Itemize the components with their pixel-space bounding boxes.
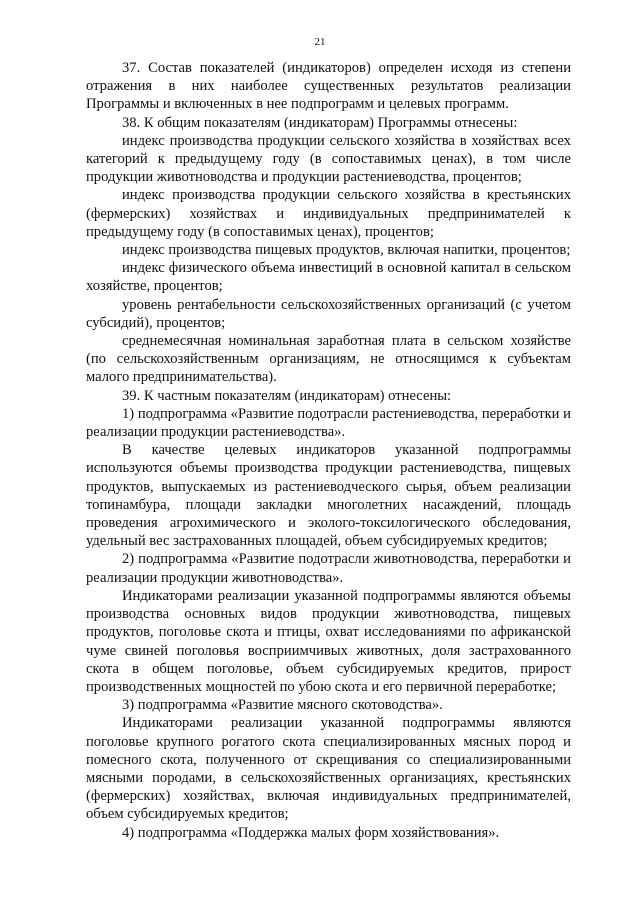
subprogram-2-title: 2) подпрограмма «Развитие подотрасли животноводства, переработки и реализации продукции животноводства». <box>86 551 571 586</box>
subprogram-3-title: 3) подпрограмма «Развитие мясного скотоводства». <box>122 697 443 714</box>
subprogram-3-indicators: Индикаторами реализации указанной подпрограммы являются поголовье крупного рогатого скота специализированных мясных пород и помесного скота, полученного от скрещивания со специализированными мясными породами, в сельскохозяйственных организациях, крестьянских (фермерских) хозяйствах, включая индивидуальных предпринимателей, объем субсидируемых кредитов; <box>86 715 571 823</box>
indicator-farm-production-index: индекс производства продукции сельского хозяйства в крестьянских (фермерских) хозяйствах и индивидуальных предпринимателей к предыдущему году (в сопоставимых ценах), процентов; <box>86 187 571 240</box>
indicator-food-production-index: индекс производства пищевых продуктов, включая напитки, процентов; <box>122 242 571 259</box>
subprogram-4-title: 4) подпрограмма «Поддержка малых форм хозяйствования». <box>122 824 500 841</box>
paragraph-37-composition: 37. Состав показателей (индикаторов) определен исходя из степени отражения в них наиболее существенных результатов реализации Программы и включенных в нее подпрограмм и целевых программ. <box>86 60 571 113</box>
page-number: 21 <box>314 36 326 48</box>
indicator-investment-index: индекс физического объема инвестиций в основной капитал в сельском хозяйстве, процентов; <box>86 260 571 295</box>
paragraph-39-private-indicators: 39. К частным показателям (индикаторам) отнесены: <box>122 387 452 404</box>
subprogram-1-indicators: В качестве целевых индикаторов указанной подпрограммы используются объемы производства продукции растениеводства, пищевых продуктов, выпускаемых из растениеводческого сырья, объем реализации топинамбура, площади закладки многолетних насаждений, площадь проведения агрохимического и эколого-токсилогического обследования, удельный вес застрахованных площадей, объем субсидируемых кредитов; <box>86 442 571 550</box>
indicator-average-wage: среднемесячная номинальная заработная плата в сельском хозяйстве (по сельскохозяйственным организациям, не относящимся к субъектам малого предпринимательства). <box>86 333 571 386</box>
indicator-agri-production-index: индекс производства продукции сельского хозяйства в хозяйствах всех категорий к предыдущему году (в сопоставимых ценах), в том числе продукции животноводства и продукции растениеводства, процентов; <box>86 132 571 186</box>
indicator-profitability: уровень рентабельности сельскохозяйственных организаций (с учетом субсидий), процентов; <box>86 296 571 331</box>
subprogram-2-indicators: Индикаторами реализации указанной подпрограммы являются объемы производства основных видов продукции животноводства, пищевых продуктов, поголовье скота и птицы, охват исследованиями по африканской чуме свиней поголовья восприимчивых животных, доля застрахованного скота в общем поголовье, объем субсидируемых кредитов, прирост производственных мощностей по убою скота и его первичной переработке; <box>86 587 571 695</box>
document-body <box>86 59 571 842</box>
subprogram-1-title: 1) подпрограмма «Развитие подотрасли растениеводства, переработки и реализации продукции растениеводства». <box>86 405 571 441</box>
paragraph-38-general-indicators: 38. К общим показателям (индикаторам) Программы отнесены: <box>122 114 518 131</box>
